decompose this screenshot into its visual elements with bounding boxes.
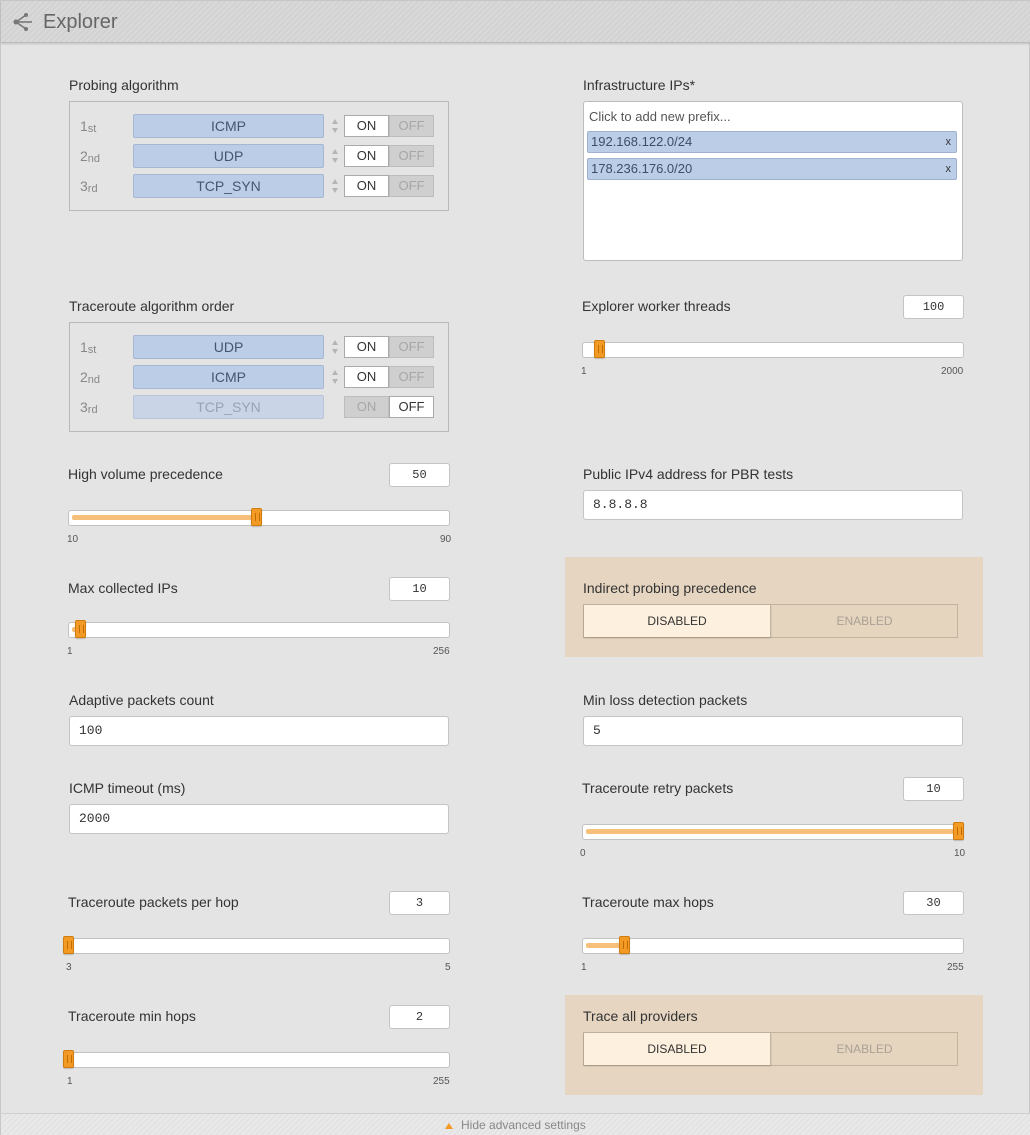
- adaptive-packets-label: Adaptive packets count: [69, 692, 214, 708]
- toggle-on[interactable]: ON: [344, 396, 389, 418]
- high-volume-slider[interactable]: [68, 510, 450, 526]
- min-hops-input[interactable]: 2: [389, 1005, 450, 1029]
- disabled-option[interactable]: DISABLED: [584, 605, 771, 637]
- packets-per-hop-slider[interactable]: [68, 938, 450, 954]
- public-ip-input[interactable]: 8.8.8.8: [583, 490, 963, 520]
- toggle-off[interactable]: OFF: [389, 115, 434, 137]
- order-label: 2nd: [80, 369, 101, 386]
- slider-track[interactable]: [68, 938, 450, 954]
- slider-track[interactable]: [68, 622, 450, 638]
- slider-max-label: 2000: [941, 366, 964, 377]
- slider-min-label: 0: [580, 848, 586, 859]
- slider-min-label: 1: [67, 646, 73, 657]
- enabled-option[interactable]: ENABLED: [772, 1033, 957, 1065]
- slider-fill: [72, 515, 255, 520]
- packets-per-hop-input[interactable]: 3: [389, 891, 450, 915]
- trace-all-providers-switch[interactable]: [583, 1032, 958, 1066]
- order-label: 1st: [80, 118, 97, 135]
- slider-fill: [586, 943, 623, 948]
- prefix-tag: 192.168.122.0/24 x: [587, 131, 957, 153]
- slider-track[interactable]: [68, 1052, 450, 1068]
- infrastructure-ips-input[interactable]: [583, 101, 963, 261]
- max-collected-ips-label: Max collected IPs: [68, 580, 178, 596]
- min-loss-input[interactable]: 5: [583, 716, 963, 746]
- protocol-chip-tcp-syn[interactable]: TCP_SYN: [133, 174, 324, 198]
- enabled-option[interactable]: ENABLED: [772, 605, 957, 637]
- reorder-handle-icon[interactable]: [331, 369, 339, 385]
- min-hops-label: Traceroute min hops: [68, 1008, 196, 1024]
- slider-track[interactable]: [582, 938, 964, 954]
- hide-advanced-settings-link[interactable]: Hide advanced settings: [461, 1118, 586, 1132]
- order-label: 1st: [80, 339, 97, 356]
- worker-threads-slider[interactable]: [582, 342, 964, 358]
- slider-fill: [586, 829, 956, 834]
- panel-header: [1, 1, 1030, 43]
- traceroute-row-1: [70, 335, 448, 359]
- explorer-icon: [12, 12, 34, 32]
- icmp-timeout-label: ICMP timeout (ms): [69, 780, 186, 796]
- slider-min-label: 1: [581, 366, 587, 377]
- toggle-off[interactable]: OFF: [389, 396, 434, 418]
- slider-min-label: 1: [67, 1076, 73, 1087]
- prefix-tag: 178.236.176.0/20 x: [587, 158, 957, 180]
- protocol-chip-udp[interactable]: UDP: [133, 335, 324, 359]
- toggle-off[interactable]: OFF: [389, 336, 434, 358]
- remove-tag-icon[interactable]: x: [945, 136, 951, 148]
- disabled-option[interactable]: DISABLED: [584, 1033, 771, 1065]
- max-hops-slider[interactable]: [582, 938, 964, 954]
- slider-max-label: 255: [433, 1076, 450, 1087]
- slider-min-label: 10: [67, 534, 79, 545]
- protocol-chip-tcp-syn[interactable]: TCP_SYN: [133, 395, 324, 419]
- min-hops-slider[interactable]: [68, 1052, 450, 1068]
- max-collected-ips-input[interactable]: 10: [389, 577, 450, 601]
- slider-max-label: 255: [947, 962, 964, 973]
- protocol-chip-udp[interactable]: UDP: [133, 144, 324, 168]
- advanced-settings-toggle[interactable]: [1, 1113, 1030, 1135]
- max-collected-ips-slider[interactable]: [68, 622, 450, 638]
- slider-max-label: 256: [433, 646, 450, 657]
- high-volume-label: High volume precedence: [68, 466, 223, 482]
- icmp-timeout-input[interactable]: 2000: [69, 804, 449, 834]
- toggle-off[interactable]: OFF: [389, 366, 434, 388]
- order-label: 2nd: [80, 148, 101, 165]
- protocol-chip-icmp[interactable]: ICMP: [133, 365, 324, 389]
- high-volume-input[interactable]: 50: [389, 463, 450, 487]
- slider-handle[interactable]: [75, 620, 86, 638]
- traceroute-toggle-1[interactable]: [344, 336, 434, 358]
- slider-min-label: 3: [66, 962, 72, 973]
- toggle-off[interactable]: OFF: [389, 145, 434, 167]
- collapse-arrow-icon: [445, 1123, 453, 1129]
- traceroute-toggle-3[interactable]: [344, 396, 434, 418]
- toggle-on[interactable]: ON: [344, 366, 389, 388]
- probing-algorithm-box: [69, 101, 449, 211]
- worker-threads-label: Explorer worker threads: [582, 298, 731, 314]
- slider-handle[interactable]: [619, 936, 630, 954]
- indirect-probing-section: [565, 557, 983, 657]
- probing-algorithm-label: Probing algorithm: [69, 77, 179, 93]
- order-label: 3rd: [80, 178, 98, 195]
- page-title: Explorer: [43, 11, 118, 33]
- protocol-chip-icmp[interactable]: ICMP: [133, 114, 324, 138]
- trace-all-providers-section: [565, 995, 983, 1095]
- toggle-on[interactable]: ON: [344, 145, 389, 167]
- slider-track[interactable]: [582, 342, 964, 358]
- toggle-on[interactable]: ON: [344, 175, 389, 197]
- slider-max-label: 5: [445, 962, 451, 973]
- retry-packets-slider[interactable]: [582, 824, 964, 840]
- traceroute-row-2: [70, 365, 448, 389]
- slider-handle[interactable]: [63, 936, 74, 954]
- max-hops-input[interactable]: 30: [903, 891, 964, 915]
- indirect-probing-switch[interactable]: [583, 604, 958, 638]
- probing-row-2: [70, 144, 448, 168]
- slider-handle[interactable]: [953, 822, 964, 840]
- traceroute-toggle-2[interactable]: [344, 366, 434, 388]
- probing-toggle-2[interactable]: [344, 145, 434, 167]
- traceroute-order-label: Traceroute algorithm order: [69, 298, 235, 314]
- worker-threads-input[interactable]: 100: [903, 295, 964, 319]
- remove-tag-icon[interactable]: x: [945, 163, 951, 175]
- probing-row-3: [70, 174, 448, 198]
- slider-max-label: 10: [954, 848, 966, 859]
- toggle-on[interactable]: ON: [344, 336, 389, 358]
- packets-per-hop-label: Traceroute packets per hop: [68, 894, 239, 910]
- public-ip-label: Public IPv4 address for PBR tests: [583, 466, 794, 482]
- slider-min-label: 1: [581, 962, 587, 973]
- toggle-off[interactable]: OFF: [389, 175, 434, 197]
- min-loss-label: Min loss detection packets: [583, 692, 748, 708]
- traceroute-order-box: [69, 322, 449, 432]
- slider-handle[interactable]: [63, 1050, 74, 1068]
- reorder-handle-icon[interactable]: [331, 118, 339, 134]
- indirect-probing-label: Indirect probing precedence: [583, 580, 757, 596]
- toggle-on[interactable]: ON: [344, 115, 389, 137]
- slider-handle[interactable]: [251, 508, 262, 526]
- probing-toggle-1[interactable]: [344, 115, 434, 137]
- add-prefix-placeholder[interactable]: Click to add new prefix...: [589, 109, 731, 124]
- probing-toggle-3[interactable]: [344, 175, 434, 197]
- infrastructure-ips-label: Infrastructure IPs*: [583, 77, 696, 93]
- slider-max-label: 90: [440, 534, 452, 545]
- probing-row-1: [70, 114, 448, 138]
- reorder-handle-icon[interactable]: [331, 148, 339, 164]
- retry-packets-label: Traceroute retry packets: [582, 780, 734, 796]
- retry-packets-input[interactable]: 10: [903, 777, 964, 801]
- traceroute-row-3: [70, 395, 448, 419]
- reorder-handle-icon[interactable]: [331, 339, 339, 355]
- max-hops-label: Traceroute max hops: [582, 894, 714, 910]
- reorder-handle-icon[interactable]: [331, 178, 339, 194]
- trace-all-providers-label: Trace all providers: [583, 1008, 698, 1024]
- adaptive-packets-input[interactable]: 100: [69, 716, 449, 746]
- order-label: 3rd: [80, 399, 98, 416]
- slider-handle[interactable]: [594, 340, 605, 358]
